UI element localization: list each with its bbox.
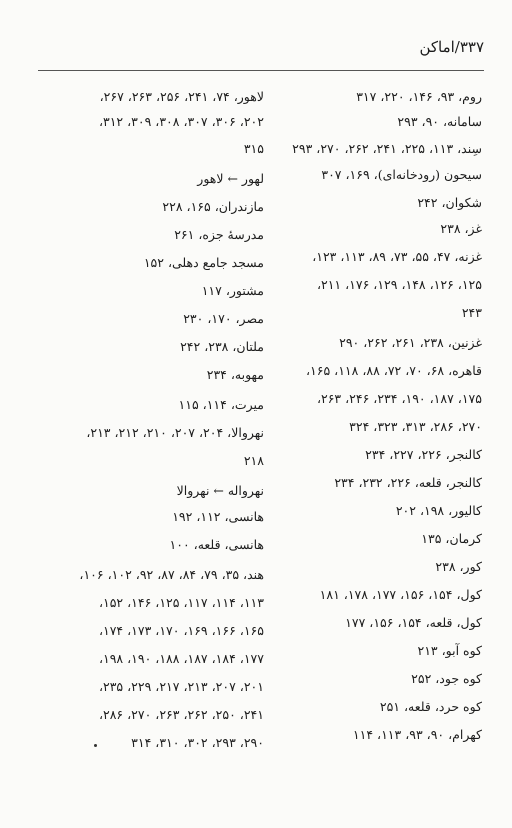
- index-line: ۲۱۸: [243, 453, 264, 468]
- index-line: کرمان، ۱۳۵: [421, 531, 482, 546]
- index-line: ۲۰۲، ۳۰۶، ۳۰۷، ۳۰۸، ۳۰۹، ۳۱۲،: [98, 114, 264, 129]
- index-line: غزنین، ۲۳۸، ۲۶۱، ۲۶۲، ۲۹۰: [339, 335, 482, 350]
- page-header: ۳۳۷/اماکن: [419, 38, 484, 56]
- index-line: مشتور، ۱۱۷: [201, 283, 264, 298]
- index-line: مازندران، ۱۶۵، ۲۲۸: [162, 199, 264, 214]
- index-line: ۲۹۰، ۲۹۳، ۳۰۲، ۳۱۰، ۳۱۴: [131, 735, 264, 750]
- index-line: کور، ۲۳۸: [435, 559, 482, 574]
- index-line: غز، ۲۳۸: [440, 221, 482, 236]
- index-line: کوه حرد، قلعه، ۲۵۱: [379, 699, 482, 714]
- index-line: روم، ۹۳، ۱۴۶، ۲۲۰، ۳۱۷: [356, 89, 482, 104]
- index-line: هانسی، ۱۱۲، ۱۹۲: [172, 509, 264, 524]
- header-rule: [38, 70, 484, 71]
- index-line: قاهره، ۶۸، ۷۰، ۷۲، ۸۸، ۱۱۸، ۱۶۵،: [305, 363, 482, 378]
- index-line: ۲۴۳: [461, 305, 482, 320]
- index-line: کالنجر، قلعه، ۲۲۶، ۲۳۲، ۲۳۴: [334, 475, 482, 490]
- index-line: کالنجر، ۲۲۶، ۲۲۷، ۲۳۴: [365, 447, 482, 462]
- index-line: سیحون (رودخانه‌ای)، ۱۶۹، ۳۰۷: [321, 167, 482, 182]
- index-line: ۲۷۰، ۲۸۶، ۳۱۳، ۳۲۳، ۳۲۴: [349, 419, 482, 434]
- index-line: کوه آبو، ۲۱۳: [417, 643, 482, 658]
- index-line: مهوبه، ۲۳۴: [206, 367, 264, 382]
- index-line: نهروالا، ۲۰۴، ۲۰۷، ۲۱۰، ۲۱۲، ۲۱۳،: [86, 425, 264, 440]
- index-line: ۲۰۱، ۲۰۷، ۲۱۳، ۲۱۷، ۲۲۹، ۲۳۵،: [98, 679, 264, 694]
- index-line: لهور ← لاهور: [197, 171, 264, 186]
- stray-mark: [94, 744, 97, 747]
- index-line: سِند، ۱۱۳، ۲۲۵، ۲۴۱، ۲۶۲، ۲۷۰، ۲۹۳: [292, 141, 482, 156]
- index-line: شکوان، ۲۴۲: [417, 195, 482, 210]
- index-line: کهرام، ۹۰، ۹۳، ۱۱۳، ۱۱۴: [352, 727, 482, 742]
- index-line: کول، قلعه، ۱۵۴، ۱۵۶، ۱۷۷: [345, 615, 482, 630]
- index-line: کول، ۱۵۴، ۱۵۶، ۱۷۷، ۱۷۸، ۱۸۱: [319, 587, 482, 602]
- index-line: غزنه، ۴۷، ۵۵، ۷۳، ۸۹، ۱۱۳، ۱۲۳،: [312, 249, 482, 264]
- index-line: ۳۱۵: [243, 141, 264, 156]
- index-line: ۱۷۵، ۱۸۷، ۱۹۰، ۲۳۴، ۲۴۶، ۲۶۳،: [316, 391, 482, 406]
- index-line: ۱۶۵، ۱۶۶، ۱۶۹، ۱۷۰، ۱۷۳، ۱۷۴،: [98, 623, 264, 638]
- index-line: نهرواله ← نهروالا: [176, 483, 264, 498]
- index-line: ۲۴۱، ۲۵۰، ۲۶۲، ۲۶۳، ۲۷۰، ۲۸۶،: [98, 707, 264, 722]
- index-line: مسجد جامع دهلی، ۱۵۲: [143, 255, 264, 270]
- index-line: مصر، ۱۷۰، ۲۳۰: [183, 311, 264, 326]
- index-line: هانسی، قلعه، ۱۰۰: [169, 537, 264, 552]
- index-line: ۱۱۳، ۱۱۴، ۱۱۷، ۱۲۵، ۱۴۶، ۱۵۲،: [98, 595, 264, 610]
- index-line: لاهور، ۷۴، ۲۴۱، ۲۵۶، ۲۶۳، ۲۶۷،: [99, 89, 264, 104]
- index-line: سامانه، ۹۰، ۲۹۳: [397, 114, 482, 129]
- index-line: هند، ۳۵، ۷۹، ۸۴، ۸۷، ۹۲، ۱۰۲، ۱۰۶،: [79, 567, 264, 582]
- index-line: ۱۲۵، ۱۲۶، ۱۴۸، ۱۲۹، ۱۷۶، ۲۱۱،: [316, 277, 482, 292]
- index-line: میرت، ۱۱۴، ۱۱۵: [178, 397, 264, 412]
- index-line: کالیور، ۱۹۸، ۲۰۲: [395, 503, 482, 518]
- index-line: کوه جود، ۲۵۲: [411, 671, 482, 686]
- index-line: ۱۷۷، ۱۸۴، ۱۸۷، ۱۸۸، ۱۹۰، ۱۹۸،: [98, 651, 264, 666]
- index-line: مدرسهٔ جزه، ۲۶۱: [174, 227, 264, 242]
- index-line: ملتان، ۲۳۸، ۲۴۲: [180, 339, 264, 354]
